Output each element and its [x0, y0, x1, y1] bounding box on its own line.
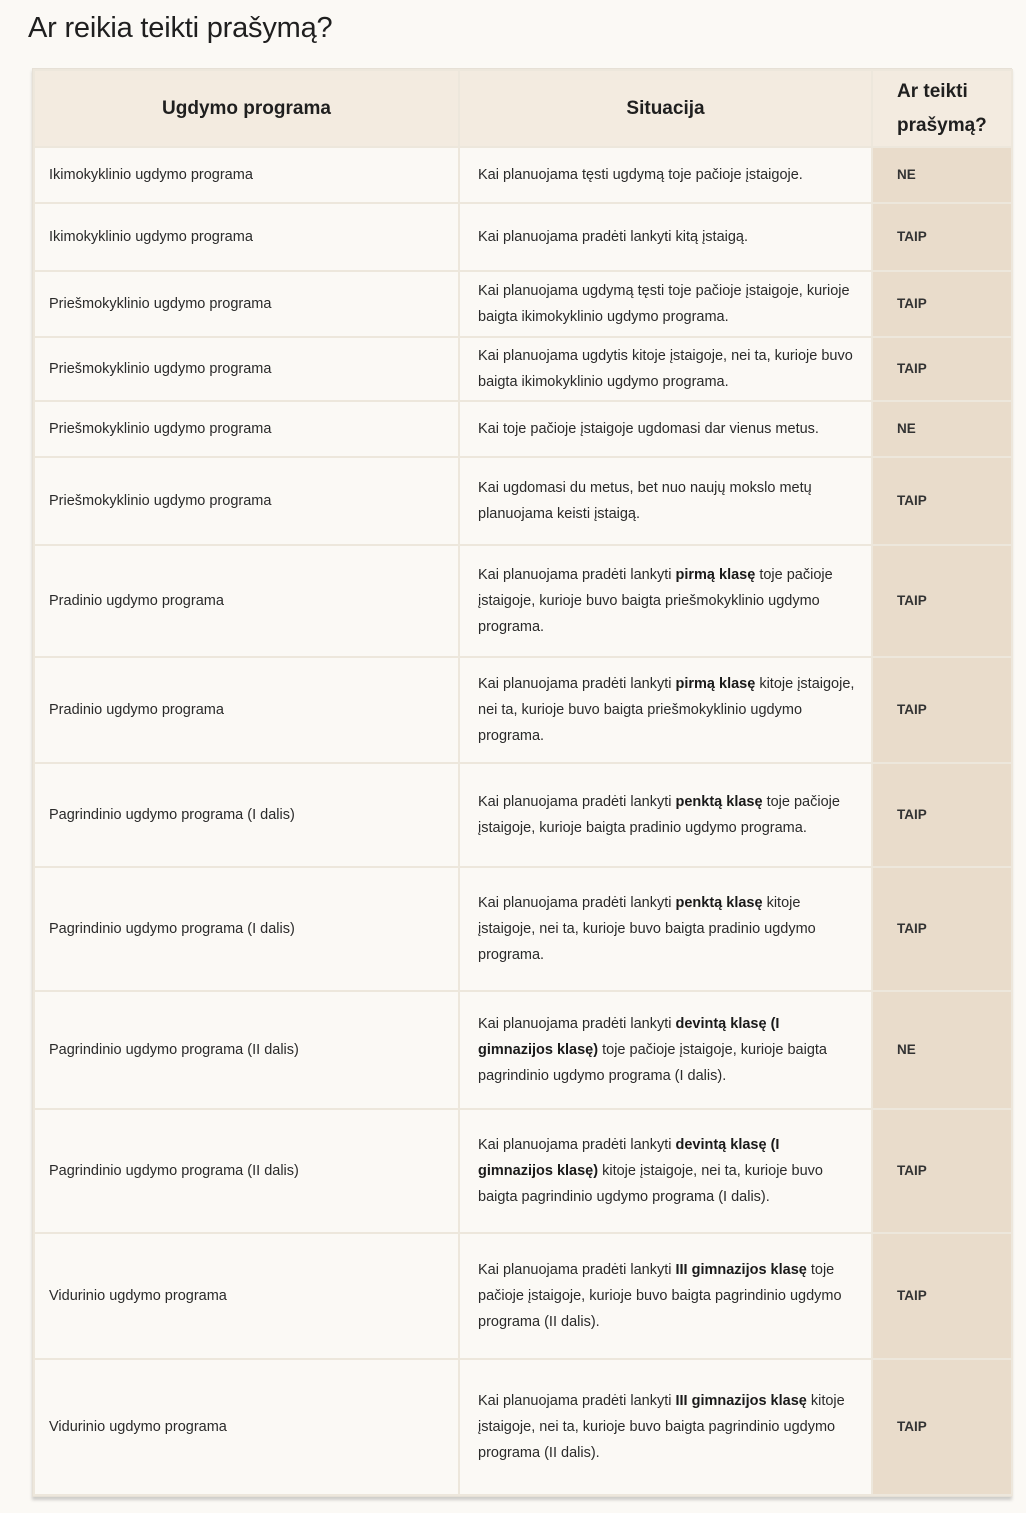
cell-program: Pagrindinio ugdymo programa (II dalis): [34, 1109, 459, 1233]
table-body: [34, 147, 1012, 1495]
table-row: [34, 147, 1012, 203]
cell-answer: TAIP: [872, 763, 1012, 867]
situation-text: Kai planuojama pradėti lankyti: [478, 1393, 676, 1409]
cell-program: Pagrindinio ugdymo programa (II dalis): [34, 991, 459, 1109]
situation-text: Kai planuojama pradėti lankyti: [478, 1137, 676, 1153]
table-row: [34, 271, 1012, 337]
cell-situation: [459, 271, 872, 337]
cell-answer: TAIP: [872, 1109, 1012, 1233]
cell-situation: [459, 1233, 872, 1359]
cell-program: Pagrindinio ugdymo programa (I dalis): [34, 867, 459, 991]
cell-answer: NE: [872, 991, 1012, 1109]
situation-text: Kai planuojama pradėti lankyti: [478, 1262, 676, 1278]
situation-text: toje pačioje įstaigoje, kurioje baigta pradinio ugdymo programa.: [478, 794, 840, 836]
table-row: [34, 867, 1012, 991]
situation-text: Kai planuojama ugdytis kitoje įstaigoje, nei ta, kurioje buvo baigta ikimokyklinio ugdymo programa.: [478, 348, 853, 390]
cell-program: Pradinio ugdymo programa: [34, 545, 459, 657]
situation-text: toje pačioje įstaigoje, kurioje baigta pagrindinio ugdymo programa (I dalis).: [478, 1042, 827, 1084]
cell-answer: TAIP: [872, 657, 1012, 763]
cell-answer: TAIP: [872, 457, 1012, 545]
cell-answer: TAIP: [872, 867, 1012, 991]
cell-program: Priešmokyklinio ugdymo programa: [34, 271, 459, 337]
table-header-row: [34, 70, 1012, 147]
cell-program: Ikimokyklinio ugdymo programa: [34, 147, 459, 203]
cell-situation: [459, 1359, 872, 1495]
cell-situation: [459, 401, 872, 457]
situation-text: Kai toje pačioje įstaigoje ugdomasi dar vienus metus.: [478, 421, 819, 437]
situation-text: toje pačioje įstaigoje, kurioje buvo baigta priešmokyklinio ugdymo programa.: [478, 567, 833, 635]
cell-answer: NE: [872, 401, 1012, 457]
cell-program: Priešmokyklinio ugdymo programa: [34, 337, 459, 401]
table-row: [34, 991, 1012, 1109]
cell-answer: TAIP: [872, 1359, 1012, 1495]
situation-text: Kai planuojama pradėti lankyti: [478, 794, 676, 810]
cell-answer: TAIP: [872, 337, 1012, 401]
situation-text: Kai planuojama pradėti lankyti: [478, 676, 676, 692]
cell-situation: [459, 457, 872, 545]
situation-emphasis: devintą klasę (I gimnazijos klasę): [478, 1016, 780, 1058]
table-row: [34, 401, 1012, 457]
page-title: Ar reikia teikti prašymą?: [28, 12, 333, 44]
situation-text: Kai planuojama pradėti lankyti kitą įstaigą.: [478, 229, 749, 245]
situation-emphasis: penktą klasę: [675, 895, 763, 911]
situation-text: Kai planuojama pradėti lankyti: [478, 1016, 676, 1032]
cell-answer: TAIP: [872, 1233, 1012, 1359]
table-row: [34, 763, 1012, 867]
cell-program: Ikimokyklinio ugdymo programa: [34, 203, 459, 271]
header-situation: Situacija: [459, 70, 872, 147]
cell-program: Pradinio ugdymo programa: [34, 657, 459, 763]
cell-situation: [459, 147, 872, 203]
situation-text: Kai planuojama tęsti ugdymą toje pačioje įstaigoje.: [478, 167, 803, 183]
cell-situation: [459, 763, 872, 867]
cell-answer: TAIP: [872, 271, 1012, 337]
cell-situation: [459, 1109, 872, 1233]
situation-emphasis: devintą klasę (I gimnazijos klasę): [478, 1137, 780, 1179]
table-row: [34, 1359, 1012, 1495]
situation-text: kitoje įstaigoje, nei ta, kurioje buvo baigta pagrindinio ugdymo programa (I dalis).: [478, 1163, 823, 1205]
situation-emphasis: pirmą klasę: [675, 567, 756, 583]
cell-situation: [459, 203, 872, 271]
situation-text: Kai ugdomasi du metus, bet nuo naujų mokslo metų planuojama keisti įstaigą.: [478, 480, 812, 522]
table-row: [34, 1109, 1012, 1233]
situation-text: kitoje įstaigoje, nei ta, kurioje buvo baigta pagrindinio ugdymo programa (II dalis).: [478, 1393, 845, 1461]
cell-program: Priešmokyklinio ugdymo programa: [34, 457, 459, 545]
situation-text: kitoje įstaigoje, nei ta, kurioje buvo baigta pradinio ugdymo programa.: [478, 895, 816, 963]
header-answer: Ar teikti prašymą?: [872, 70, 1012, 147]
situation-text: Kai planuojama pradėti lankyti: [478, 895, 676, 911]
cell-answer: NE: [872, 147, 1012, 203]
cell-situation: [459, 545, 872, 657]
cell-situation: [459, 991, 872, 1109]
cell-program: Vidurinio ugdymo programa: [34, 1233, 459, 1359]
header-program: Ugdymo programa: [34, 70, 459, 147]
situation-emphasis: III gimnazijos klasę: [675, 1393, 807, 1409]
situation-text: toje pačioje įstaigoje, kurioje buvo baigta pagrindinio ugdymo programa (II dalis).: [478, 1262, 842, 1330]
cell-program: Priešmokyklinio ugdymo programa: [34, 401, 459, 457]
cell-situation: [459, 867, 872, 991]
table-row: [34, 203, 1012, 271]
cell-situation: [459, 657, 872, 763]
table-row: [34, 545, 1012, 657]
cell-answer: TAIP: [872, 203, 1012, 271]
table-row: [34, 1233, 1012, 1359]
table-row: [34, 657, 1012, 763]
situation-text: Kai planuojama pradėti lankyti: [478, 567, 676, 583]
cell-answer: TAIP: [872, 545, 1012, 657]
requirements-table-container: [32, 68, 1012, 1497]
situation-emphasis: pirmą klasę: [675, 676, 756, 692]
situation-text: kitoje įstaigoje, nei ta, kurioje buvo baigta priešmokyklinio ugdymo programa.: [478, 676, 855, 744]
requirements-table: [33, 69, 1013, 1496]
table-row: [34, 337, 1012, 401]
cell-situation: [459, 337, 872, 401]
situation-text: Kai planuojama ugdymą tęsti toje pačioje įstaigoje, kurioje baigta ikimokyklinio ugdymo programa.: [478, 283, 850, 325]
table-row: [34, 457, 1012, 545]
cell-program: Vidurinio ugdymo programa: [34, 1359, 459, 1495]
situation-emphasis: III gimnazijos klasę: [675, 1262, 807, 1278]
situation-emphasis: penktą klasę: [675, 794, 763, 810]
cell-program: Pagrindinio ugdymo programa (I dalis): [34, 763, 459, 867]
